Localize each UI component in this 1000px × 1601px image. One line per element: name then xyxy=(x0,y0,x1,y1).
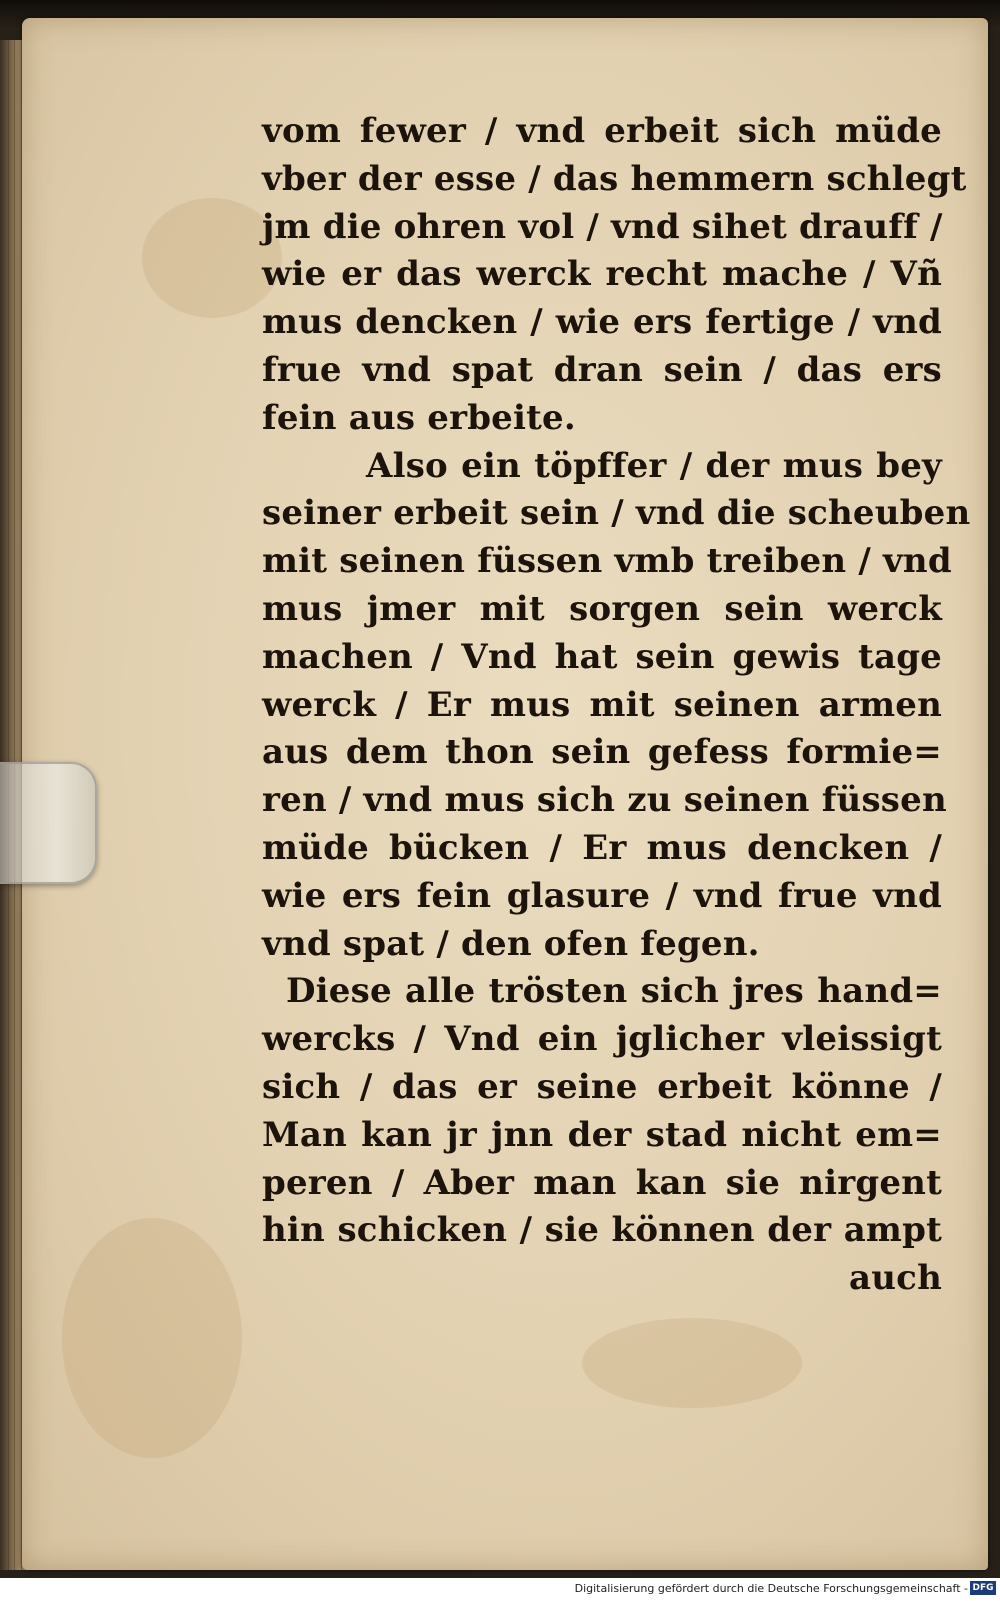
text-line: frue vnd spat dran sein / das ers xyxy=(262,349,942,390)
text-line: Also ein töpffer / der mus bey xyxy=(366,445,942,486)
page-text xyxy=(262,108,971,1303)
text-line: Diese alle trösten sich jres hand= xyxy=(286,971,942,1012)
text-line: mus jmer mit sorgen sein werck xyxy=(262,588,942,629)
dfg-logo: DFG xyxy=(970,1581,996,1595)
text-line: machen / Vnd hat sein gewis tage xyxy=(262,636,942,677)
text-line: fein aus erbeite. xyxy=(262,397,576,438)
text-line: vom fewer / vnd erbeit sich müde xyxy=(262,111,942,151)
text-line: mit seinen füssen vmb treiben / vnd xyxy=(262,541,952,582)
text-line: vnd spat / den ofen fegen. xyxy=(262,923,760,964)
text-line: Man kan jr jnn der stad nicht em= xyxy=(262,1114,942,1155)
text-line: ren / vnd mus sich zu seinen füssen xyxy=(262,780,947,821)
text-line: vber der esse / das hemmern schlegt xyxy=(262,158,967,199)
paper-stain xyxy=(142,198,282,318)
catchword: auch xyxy=(849,1258,942,1299)
scanner-clip xyxy=(0,762,97,884)
text-line: hin schicken / sie können der ampt xyxy=(262,1210,942,1251)
text-line: seiner erbeit sein / vnd die scheuben xyxy=(262,493,971,534)
text-line: aus dem thon sein gefess formie= xyxy=(262,732,942,773)
text-line: wercks / Vnd ein jglicher vleissigt xyxy=(262,1019,942,1060)
digitization-credit: Digitalisierung gefördert durch die Deutsche Forschungsgemeinschaft - xyxy=(574,1582,968,1595)
text-line: jm die ohren vol / vnd sihet drauff / xyxy=(262,206,943,247)
text-line: wie ers fein glasure / vnd frue vnd xyxy=(262,875,942,916)
text-line: peren / Aber man kan sie nirgent xyxy=(262,1162,942,1203)
text-line: werck / Er mus mit seinen armen xyxy=(262,684,942,725)
text-line: sich / das er seine erbeit könne / xyxy=(262,1066,942,1107)
paper-stain xyxy=(62,1218,242,1458)
paper-stain xyxy=(582,1318,802,1408)
text-line: müde bücken / Er mus dencken / xyxy=(262,827,942,868)
text-line: wie er das werck recht mache / Vñ xyxy=(262,254,942,295)
text-line: mus dencken / wie ers fertige / vnd xyxy=(262,302,942,343)
